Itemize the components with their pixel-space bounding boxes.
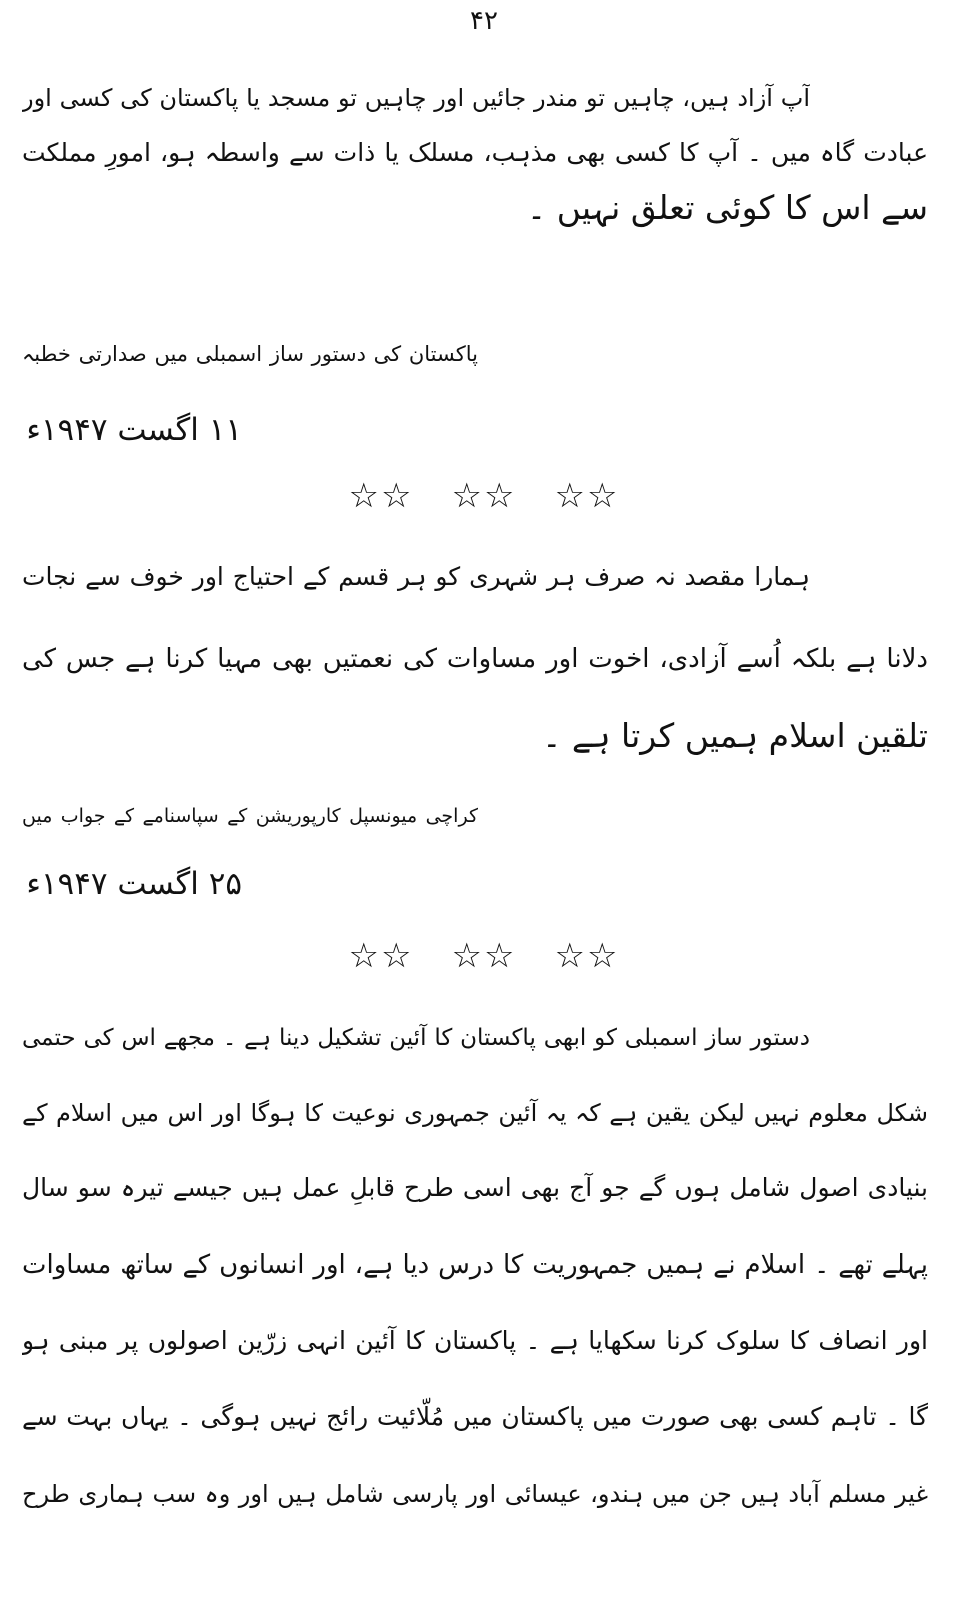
paragraph-line: سے اس کا کوئی تعلق نہیں ۔ <box>526 188 928 227</box>
page-number: ۴۲ <box>470 6 498 36</box>
paragraph-line: تلقین اسلام ہمیں کرتا ہے ۔ <box>542 716 928 755</box>
star-icon: ☆☆ <box>348 936 414 976</box>
paragraph-line: غیر مسلم آباد ہیں جن میں ہندو، عیسائی اور پارسی شامل ہیں اور وہ سب ہماری طرح <box>22 1480 928 1508</box>
star-separator <box>0 476 968 516</box>
paragraph-line: بنیادی اصول شامل ہوں گے جو آج بھی اسی طرح قابلِ عمل ہیں جیسے تیرہ سو سال <box>22 1173 928 1202</box>
paragraph-line: ہمارا مقصد نہ صرف ہر شہری کو ہر قسم کے احتیاج اور خوف سے نجات <box>22 562 810 591</box>
star-icon: ☆☆ <box>554 936 620 976</box>
paragraph-line: گا ۔ تاہم کسی بھی صورت میں پاکستان میں مُلّائیت رائج نہیں ہوگی ۔ یہاں بہت سے <box>22 1402 928 1431</box>
paragraph-line: دلانا ہے بلکہ اُسے آزادی، اخوت اور مساوات کی نعمتیں بھی مہیا کرنا ہے جس کی <box>22 644 928 674</box>
paragraph-line: شکل معلوم نہیں لیکن یقین ہے کہ یہ آئین جمہوری نوعیت کا ہوگا اور اس میں اسلام کے <box>22 1099 928 1127</box>
star-separator <box>0 936 968 976</box>
citation-date: ۲۵ اگست ۱۹۴۷ء <box>26 866 242 902</box>
star-icon: ☆☆ <box>554 476 620 516</box>
paragraph-line: آپ آزاد ہیں، چاہیں تو مندر جائیں اور چاہیں تو مسجد یا پاکستان کی کسی اور <box>22 84 810 112</box>
paragraph-line: دستور ساز اسمبلی کو ابھی پاکستان کا آئین تشکیل دینا ہے ۔ مجھے اس کی حتمی <box>22 1025 810 1051</box>
source-citation: کراچی میونسپل کارپوریشن کے سپاسنامے کے جواب میں <box>22 805 478 827</box>
citation-date: ۱۱ اگست ۱۹۴۷ء <box>26 412 242 448</box>
paragraph-line: اور انصاف کا سلوک کرنا سکھایا ہے ۔ پاکستان کا آئین انہی زرّین اصولوں پر مبنی ہو <box>22 1326 928 1355</box>
paragraph-line: پہلے تھے ۔ اسلام نے ہمیں جمہوریت کا درس دیا ہے، اور انسانوں کے ساتھ مساوات <box>22 1250 928 1280</box>
star-icon: ☆☆ <box>451 936 517 976</box>
star-icon: ☆☆ <box>451 476 517 516</box>
paragraph-line: عبادت گاہ میں ۔ آپ کا کسی بھی مذہب، مسلک یا ذات سے واسطہ ہو، امورِ مملکت <box>22 138 928 167</box>
star-icon: ☆☆ <box>348 476 414 516</box>
source-citation: پاکستان کی دستور ساز اسمبلی میں صدارتی خطبہ <box>22 342 478 366</box>
